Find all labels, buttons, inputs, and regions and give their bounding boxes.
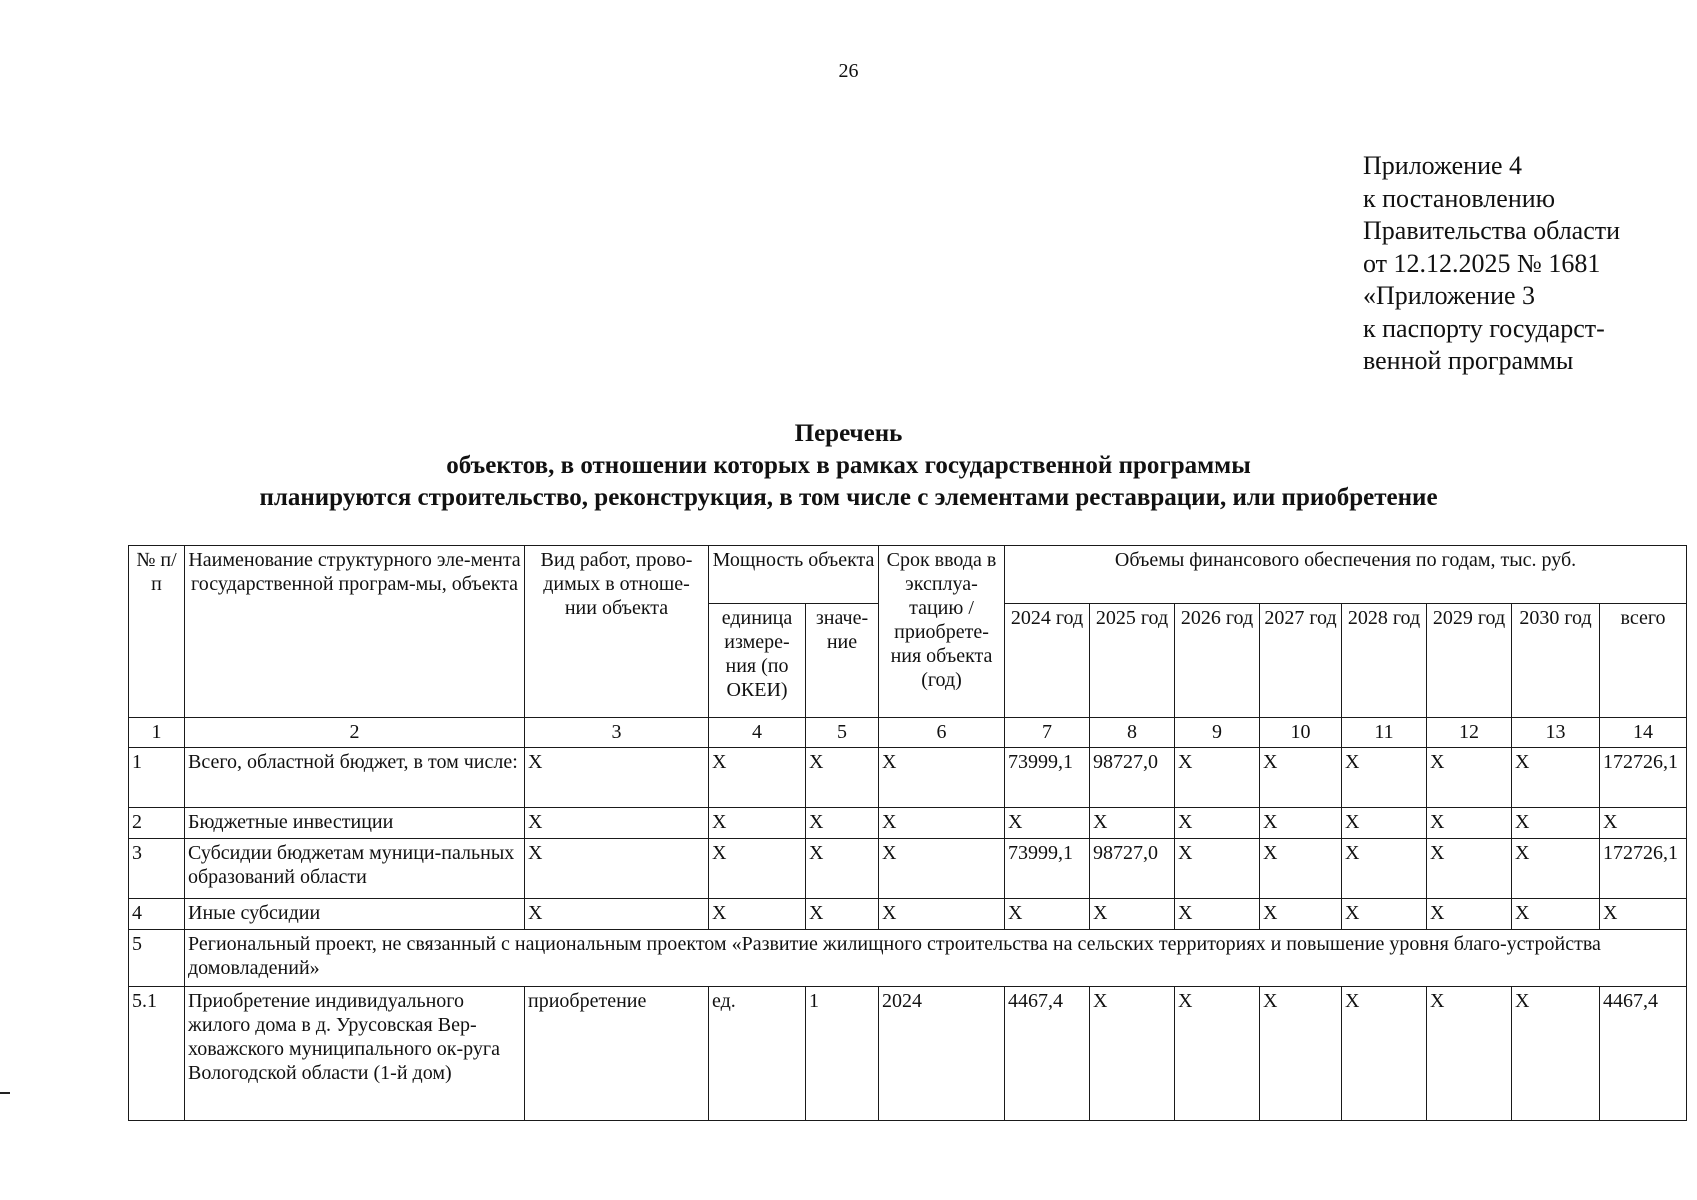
table-cell: X [1175, 899, 1260, 930]
header-unit: единица измере-ния (по ОКЕИ) [709, 604, 806, 718]
header-year-2029: 2029 год [1427, 604, 1512, 718]
column-number: 4 [709, 718, 806, 748]
page-number: 26 [838, 60, 859, 82]
table-cell: X [1090, 808, 1175, 839]
table-cell: X [1175, 987, 1260, 1121]
column-number: 10 [1260, 718, 1342, 748]
table-cell: X [806, 808, 879, 839]
table-cell: X [1005, 899, 1090, 930]
column-number: 7 [1005, 718, 1090, 748]
table-cell: X [709, 748, 806, 808]
margin-mark [0, 1092, 10, 1094]
table-cell: 4467,4 [1005, 987, 1090, 1121]
table-row [129, 748, 1687, 808]
table-row [129, 987, 1687, 1121]
table-cell: X [879, 748, 1005, 808]
column-number: 14 [1600, 718, 1687, 748]
table-cell: X [709, 808, 806, 839]
table-cell: X [1600, 899, 1687, 930]
table-cell: 172726,1 [1600, 839, 1687, 899]
table-cell: X [1427, 808, 1512, 839]
table-cell: X [1512, 899, 1600, 930]
table-cell: X [1427, 748, 1512, 808]
document-title [0, 418, 1697, 514]
table-cell: 73999,1 [1005, 748, 1090, 808]
title-line-3: планируются строительство, реконструкция, в том числе с элементами реставрации, или приобретение [259, 484, 1438, 511]
table-cell: X [1342, 808, 1427, 839]
header-year-2026: 2026 год [1175, 604, 1260, 718]
table-cell: Субсидии бюджетам муници-пальных образований области [185, 839, 525, 899]
table-cell: X [806, 839, 879, 899]
table-cell: X [1512, 839, 1600, 899]
column-number: 3 [525, 718, 709, 748]
table-cell: X [525, 899, 709, 930]
column-number: 6 [879, 718, 1005, 748]
header-work-type: Вид работ, прово-димых в отноше-нии объекта [525, 546, 709, 718]
table-cell: X [1260, 748, 1342, 808]
table-cell: X [879, 899, 1005, 930]
header-year-2027: 2027 год [1260, 604, 1342, 718]
table-cell: X [525, 808, 709, 839]
table-cell: X [1005, 808, 1090, 839]
table-cell: ед. [709, 987, 806, 1121]
section-number: 5 [129, 930, 185, 987]
table-cell: Иные субсидии [185, 899, 525, 930]
column-number: 11 [1342, 718, 1427, 748]
table-cell: 4467,4 [1600, 987, 1687, 1121]
table-cell: 3 [129, 839, 185, 899]
appendix-line: к постановлению [1363, 183, 1556, 213]
table-cell: 98727,0 [1090, 748, 1175, 808]
header-year-2030: 2030 год [1512, 604, 1600, 718]
section-row [129, 930, 1687, 987]
table-cell: X [1090, 899, 1175, 930]
table-cell: 1 [806, 987, 879, 1121]
header-year-2028: 2028 год [1342, 604, 1427, 718]
table-cell: X [1175, 839, 1260, 899]
table-cell: X [709, 899, 806, 930]
table-cell: X [1260, 899, 1342, 930]
appendix-line: венной программы [1363, 346, 1574, 375]
appendix-line: «Приложение 3 [1363, 281, 1536, 310]
table-cell: Бюджетные инвестиции [185, 808, 525, 839]
table-cell: X [1600, 808, 1687, 839]
objects-table [128, 545, 1687, 1121]
table-cell: X [525, 748, 709, 808]
table-cell: X [1342, 748, 1427, 808]
column-number: 12 [1427, 718, 1512, 748]
table-cell: приобретение [525, 987, 709, 1121]
table-cell: X [1512, 748, 1600, 808]
table-cell: X [525, 839, 709, 899]
table-cell: Всего, областной бюджет, в том числе: [185, 748, 525, 808]
table-cell: X [1260, 808, 1342, 839]
table-cell: X [806, 748, 879, 808]
appendix-line: от 12.12.2025 № 1681 [1363, 248, 1601, 278]
table-cell: X [1090, 987, 1175, 1121]
table-row [129, 839, 1687, 899]
table-cell: X [1427, 987, 1512, 1121]
table-cell: 2024 [879, 987, 1005, 1121]
table-cell: X [879, 839, 1005, 899]
column-number: 2 [185, 718, 525, 748]
column-number: 9 [1175, 718, 1260, 748]
appendix-line: Приложение 4 [1363, 151, 1523, 180]
table-cell: X [1260, 987, 1342, 1121]
table-cell: X [879, 808, 1005, 839]
appendix-reference [1363, 150, 1620, 378]
column-number: 5 [806, 718, 879, 748]
header-year-2025: 2025 год [1090, 604, 1175, 718]
title-line-2: объектов, в отношении которых в рамках государственной программы [446, 452, 1251, 479]
table-cell: X [709, 839, 806, 899]
header-value: значе-ние [806, 604, 879, 718]
table-cell: Приобретение индивидуального жилого дома в д. Урусовская Вер-ховажского муниципального ок-руга Вологодской области (1-й дом) [185, 987, 525, 1121]
table-cell: X [1342, 987, 1427, 1121]
appendix-line: к паспорту государст- [1363, 313, 1605, 343]
table-cell: 1 [129, 748, 185, 808]
table-cell: X [1512, 808, 1600, 839]
table-cell: 73999,1 [1005, 839, 1090, 899]
table-cell: X [1512, 987, 1600, 1121]
table-cell: 5.1 [129, 987, 185, 1121]
column-number: 13 [1512, 718, 1600, 748]
header-year-2024: 2024 год [1005, 604, 1090, 718]
table-cell: 4 [129, 899, 185, 930]
column-number-row [129, 718, 1687, 748]
table-row [129, 808, 1687, 839]
column-number: 8 [1090, 718, 1175, 748]
table-cell: X [806, 899, 879, 930]
table-cell: X [1427, 899, 1512, 930]
table-row [129, 899, 1687, 930]
title-line-1: Перечень [794, 420, 903, 447]
table-cell: X [1342, 899, 1427, 930]
header-num: № п/п [129, 546, 185, 718]
table-cell: X [1175, 808, 1260, 839]
table-cell: 172726,1 [1600, 748, 1687, 808]
table-cell: 98727,0 [1090, 839, 1175, 899]
header-capacity: Мощность объекта [709, 546, 879, 604]
section-title: Региональный проект, не связанный с национальным проектом «Развитие жилищного строительства на сельских территориях и повышение уровня благо-устройства домовладений» [185, 930, 1687, 987]
header-name: Наименование структурного эле-мента государственной програм-мы, объекта [185, 546, 525, 718]
table-cell: X [1427, 839, 1512, 899]
table-cell: X [1260, 839, 1342, 899]
table-cell: X [1175, 748, 1260, 808]
header-finance: Объемы финансового обеспечения по годам, тыс. руб. [1005, 546, 1687, 604]
table-cell: X [1342, 839, 1427, 899]
header-term: Срок ввода в эксплуа-тацию / приобрете-ния объекта (год) [879, 546, 1005, 718]
table-cell: 2 [129, 808, 185, 839]
appendix-line: Правительства области [1363, 216, 1621, 245]
header-total: всего [1600, 604, 1687, 718]
column-number: 1 [129, 718, 185, 748]
